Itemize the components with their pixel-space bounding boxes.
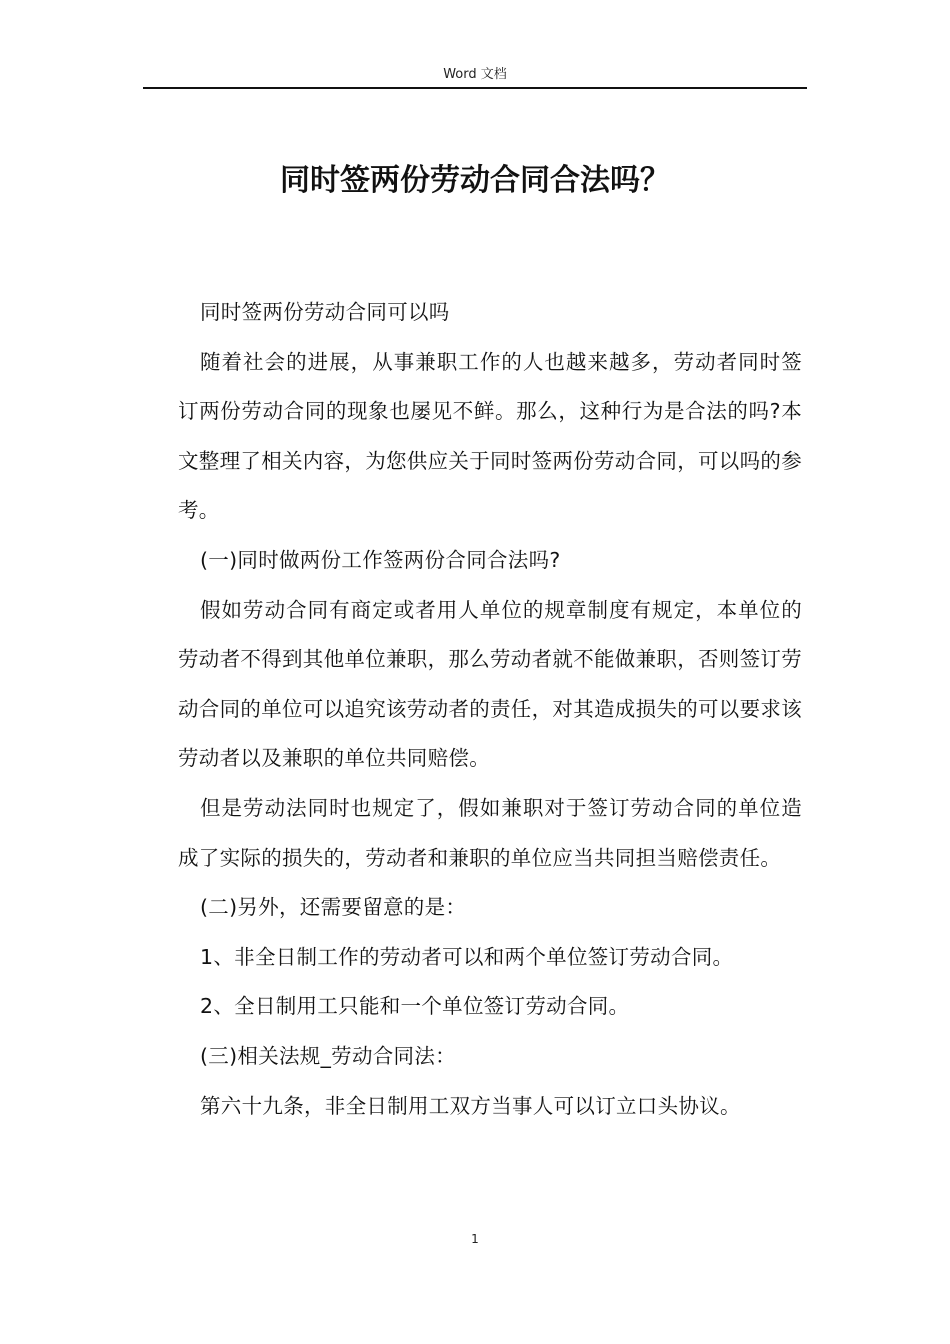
paragraph-2: 随着社会的进展，从事兼职工作的人也越来越多，劳动者同时签订两份劳动合同的现象也屡见不鲜。那么，这种行为是合法的吗?本文整理了相关内容，为您供应关于同时签两份劳动合同，可以吗的参考。 bbox=[178, 349, 802, 523]
page-header: Word 文档 bbox=[443, 67, 507, 82]
paragraph-7: 1、非全日制工作的劳动者可以和两个单位签订劳动合同。 bbox=[200, 944, 734, 969]
paragraph-4: 假如劳动合同有商定或者用人单位的规章制度有规定，本单位的劳动者不得到其他单位兼职，那么劳动者就不能做兼职，否则签订劳动合同的单位可以追究该劳动者的责任，对其造成损失的可以要求该劳动者以及兼职的单位共同赔偿。 bbox=[178, 597, 802, 771]
paragraph-6: (二)另外，还需要留意的是： bbox=[200, 895, 467, 920]
paragraph-5: 但是劳动法同时也规定了，假如兼职对于签订劳动合同的单位造成了实际的损失的，劳动者和兼职的单位应当共同担当赔偿责任。 bbox=[178, 795, 802, 870]
document-body bbox=[178, 288, 802, 1131]
page-number: 1 bbox=[471, 1232, 479, 1246]
header-divider bbox=[143, 87, 807, 89]
paragraph-10: 第六十九条，非全日制用工双方当事人可以订立口头协议。 bbox=[200, 1093, 741, 1118]
paragraph-3: (一)同时做两份工作签两份合同合法吗? bbox=[200, 547, 561, 572]
paragraph-8: 2、全日制用工只能和一个单位签订劳动合同。 bbox=[200, 994, 630, 1019]
paragraph-1: 同时签两份劳动合同可以吗 bbox=[200, 300, 450, 324]
paragraph-9: (三)相关法规_劳动合同法： bbox=[200, 1043, 456, 1068]
document-title: 同时签两份劳动合同合法吗？ bbox=[280, 163, 670, 198]
